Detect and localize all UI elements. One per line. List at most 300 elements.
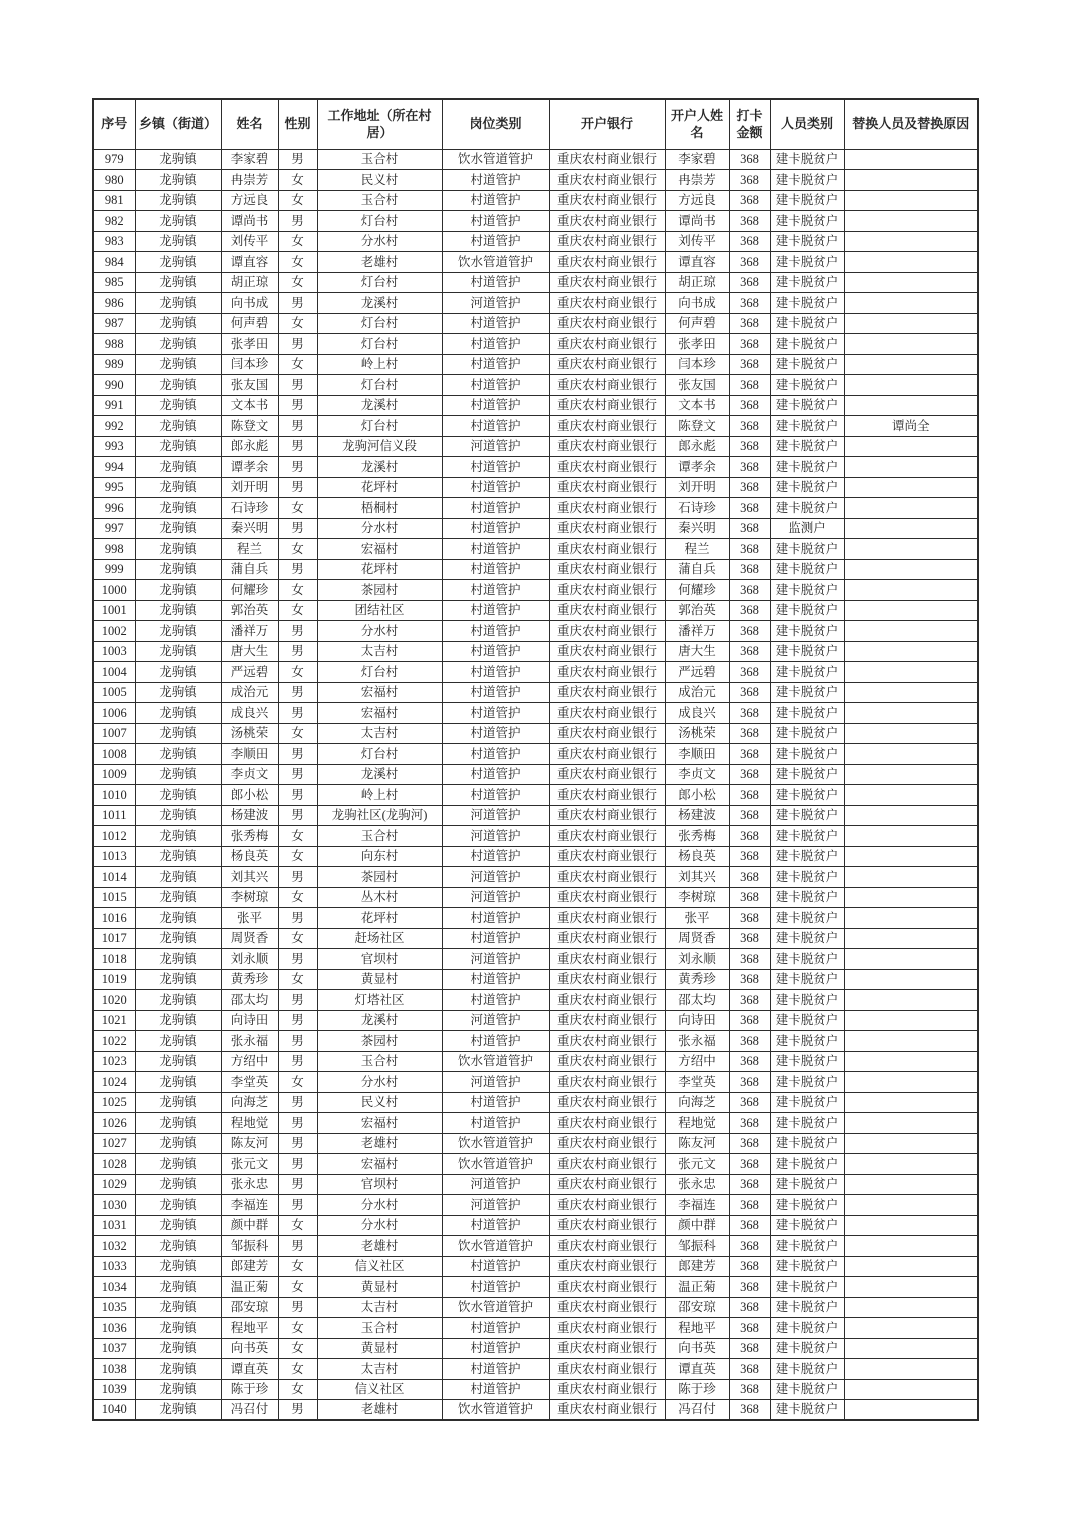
cell-bank: 重庆农村商业银行 <box>549 949 665 970</box>
cell-bank: 重庆农村商业银行 <box>549 1359 665 1380</box>
column-header-work-address: 工作地址（所在村居） <box>317 99 442 149</box>
cell-township: 龙驹镇 <box>135 1215 221 1236</box>
cell-replacement <box>844 703 978 724</box>
cell-amount: 368 <box>729 1318 770 1339</box>
table-row <box>93 313 978 334</box>
cell-gender: 男 <box>278 1113 317 1134</box>
cell-replacement <box>844 1338 978 1359</box>
cell-post-type: 村道管护 <box>442 272 549 293</box>
table-row <box>93 1277 978 1298</box>
table-row <box>93 990 978 1011</box>
cell-bank: 重庆农村商业银行 <box>549 1236 665 1257</box>
cell-person-category: 建卡脱贫户 <box>770 1072 844 1093</box>
cell-account-name: 杨良英 <box>665 846 729 867</box>
cell-township: 龙驹镇 <box>135 436 221 457</box>
cell-replacement <box>844 539 978 560</box>
cell-seq: 1028 <box>93 1154 135 1175</box>
cell-township: 龙驹镇 <box>135 1379 221 1400</box>
cell-post-type: 村道管护 <box>442 1379 549 1400</box>
cell-gender: 男 <box>278 1174 317 1195</box>
cell-gender: 女 <box>278 1277 317 1298</box>
cell-name: 成良兴 <box>221 703 278 724</box>
cell-person-category: 建卡脱贫户 <box>770 1010 844 1031</box>
cell-township: 龙驹镇 <box>135 170 221 191</box>
cell-gender: 男 <box>278 375 317 396</box>
cell-account-name: 潘祥万 <box>665 621 729 642</box>
table-row <box>93 1031 978 1052</box>
cell-gender: 男 <box>278 1236 317 1257</box>
cell-seq: 1009 <box>93 764 135 785</box>
cell-post-type: 河道管护 <box>442 887 549 908</box>
cell-replacement <box>844 334 978 355</box>
cell-gender: 男 <box>278 1010 317 1031</box>
table-row <box>93 723 978 744</box>
cell-name: 方绍中 <box>221 1051 278 1072</box>
cell-bank: 重庆农村商业银行 <box>549 272 665 293</box>
cell-account-name: 郎永彪 <box>665 436 729 457</box>
cell-bank: 重庆农村商业银行 <box>549 662 665 683</box>
cell-seq: 1037 <box>93 1338 135 1359</box>
cell-gender: 男 <box>278 149 317 170</box>
cell-township: 龙驹镇 <box>135 846 221 867</box>
cell-post-type: 村道管护 <box>442 744 549 765</box>
cell-post-type: 河道管护 <box>442 1072 549 1093</box>
cell-township: 龙驹镇 <box>135 149 221 170</box>
table-row <box>93 703 978 724</box>
cell-bank: 重庆农村商业银行 <box>549 252 665 273</box>
cell-township: 龙驹镇 <box>135 518 221 539</box>
cell-township: 龙驹镇 <box>135 1092 221 1113</box>
cell-replacement <box>844 498 978 519</box>
cell-replacement <box>844 1010 978 1031</box>
cell-post-type: 村道管护 <box>442 580 549 601</box>
cell-seq: 1036 <box>93 1318 135 1339</box>
cell-post-type: 村道管护 <box>442 457 549 478</box>
cell-post-type: 村道管护 <box>442 313 549 334</box>
cell-account-name: 温正菊 <box>665 1277 729 1298</box>
cell-person-category: 建卡脱贫户 <box>770 477 844 498</box>
cell-replacement <box>844 1318 978 1339</box>
cell-person-category: 建卡脱贫户 <box>770 908 844 929</box>
cell-seq: 1031 <box>93 1215 135 1236</box>
column-header-township: 乡镇（街道） <box>135 99 221 149</box>
cell-replacement <box>844 436 978 457</box>
cell-post-type: 河道管护 <box>442 867 549 888</box>
cell-township: 龙驹镇 <box>135 785 221 806</box>
cell-seq: 988 <box>93 334 135 355</box>
cell-township: 龙驹镇 <box>135 867 221 888</box>
cell-post-type: 村道管护 <box>442 600 549 621</box>
cell-amount: 368 <box>729 682 770 703</box>
cell-township: 龙驹镇 <box>135 1051 221 1072</box>
table-row <box>93 518 978 539</box>
cell-replacement <box>844 1174 978 1195</box>
cell-seq: 990 <box>93 375 135 396</box>
cell-person-category: 建卡脱贫户 <box>770 1256 844 1277</box>
cell-name: 严远碧 <box>221 662 278 683</box>
cell-township: 龙驹镇 <box>135 231 221 252</box>
cell-work-address: 玉合村 <box>317 190 442 211</box>
cell-amount: 368 <box>729 1277 770 1298</box>
cell-seq: 1040 <box>93 1400 135 1421</box>
cell-person-category: 建卡脱贫户 <box>770 354 844 375</box>
cell-seq: 1023 <box>93 1051 135 1072</box>
cell-person-category: 建卡脱贫户 <box>770 1092 844 1113</box>
cell-post-type: 村道管护 <box>442 416 549 437</box>
cell-person-category: 建卡脱贫户 <box>770 1338 844 1359</box>
cell-work-address: 官坝村 <box>317 1174 442 1195</box>
cell-amount: 368 <box>729 252 770 273</box>
cell-amount: 368 <box>729 190 770 211</box>
cell-account-name: 杨建波 <box>665 805 729 826</box>
cell-township: 龙驹镇 <box>135 190 221 211</box>
cell-gender: 男 <box>278 211 317 232</box>
cell-amount: 368 <box>729 908 770 929</box>
table-row <box>93 1092 978 1113</box>
cell-work-address: 老雄村 <box>317 252 442 273</box>
cell-account-name: 冯召付 <box>665 1400 729 1421</box>
cell-seq: 999 <box>93 559 135 580</box>
cell-gender: 女 <box>278 600 317 621</box>
cell-amount: 368 <box>729 1215 770 1236</box>
cell-person-category: 建卡脱贫户 <box>770 395 844 416</box>
cell-seq: 994 <box>93 457 135 478</box>
cell-account-name: 向诗田 <box>665 1010 729 1031</box>
cell-bank: 重庆农村商业银行 <box>549 580 665 601</box>
cell-post-type: 村道管护 <box>442 928 549 949</box>
cell-name: 程地平 <box>221 1318 278 1339</box>
cell-amount: 368 <box>729 1236 770 1257</box>
cell-seq: 996 <box>93 498 135 519</box>
cell-bank: 重庆农村商业银行 <box>549 1051 665 1072</box>
cell-seq: 1003 <box>93 641 135 662</box>
cell-work-address: 玉合村 <box>317 826 442 847</box>
cell-gender: 男 <box>278 334 317 355</box>
table-row <box>93 1133 978 1154</box>
cell-seq: 979 <box>93 149 135 170</box>
cell-bank: 重庆农村商业银行 <box>549 1297 665 1318</box>
cell-work-address: 岭上村 <box>317 785 442 806</box>
cell-township: 龙驹镇 <box>135 744 221 765</box>
cell-work-address: 宏福村 <box>317 703 442 724</box>
cell-gender: 男 <box>278 1195 317 1216</box>
cell-post-type: 饮水管道管护 <box>442 149 549 170</box>
cell-replacement <box>844 170 978 191</box>
cell-person-category: 监测户 <box>770 518 844 539</box>
column-header-post-type: 岗位类别 <box>442 99 549 149</box>
cell-replacement <box>844 293 978 314</box>
cell-work-address: 黄显村 <box>317 1338 442 1359</box>
cell-account-name: 陈友河 <box>665 1133 729 1154</box>
cell-name: 邹振科 <box>221 1236 278 1257</box>
table-row <box>93 1072 978 1093</box>
cell-bank: 重庆农村商业银行 <box>549 375 665 396</box>
cell-seq: 997 <box>93 518 135 539</box>
cell-amount: 368 <box>729 313 770 334</box>
cell-seq: 984 <box>93 252 135 273</box>
cell-work-address: 太吉村 <box>317 1297 442 1318</box>
cell-name: 温正菊 <box>221 1277 278 1298</box>
cell-gender: 男 <box>278 416 317 437</box>
cell-seq: 1022 <box>93 1031 135 1052</box>
cell-amount: 368 <box>729 1256 770 1277</box>
cell-gender: 男 <box>278 1133 317 1154</box>
cell-post-type: 村道管护 <box>442 375 549 396</box>
cell-account-name: 张孝田 <box>665 334 729 355</box>
cell-replacement <box>844 723 978 744</box>
cell-name: 张友国 <box>221 375 278 396</box>
cell-gender: 男 <box>278 518 317 539</box>
cell-amount: 368 <box>729 272 770 293</box>
cell-post-type: 村道管护 <box>442 498 549 519</box>
table-header-row <box>93 99 978 149</box>
table-row <box>93 149 978 170</box>
cell-amount: 368 <box>729 498 770 519</box>
cell-amount: 368 <box>729 867 770 888</box>
cell-amount: 368 <box>729 744 770 765</box>
cell-township: 龙驹镇 <box>135 1277 221 1298</box>
cell-bank: 重庆农村商业银行 <box>549 867 665 888</box>
cell-replacement <box>844 908 978 929</box>
table-row <box>93 375 978 396</box>
cell-work-address: 茶园村 <box>317 1031 442 1052</box>
cell-bank: 重庆农村商业银行 <box>549 190 665 211</box>
cell-gender: 女 <box>278 1256 317 1277</box>
cell-post-type: 饮水管道管护 <box>442 1154 549 1175</box>
cell-name: 颜中群 <box>221 1215 278 1236</box>
cell-name: 郎永彪 <box>221 436 278 457</box>
cell-replacement <box>844 1051 978 1072</box>
cell-bank: 重庆农村商业银行 <box>549 600 665 621</box>
cell-seq: 1018 <box>93 949 135 970</box>
cell-seq: 989 <box>93 354 135 375</box>
table-row <box>93 1113 978 1134</box>
cell-person-category: 建卡脱贫户 <box>770 1236 844 1257</box>
table-row <box>93 190 978 211</box>
table-row <box>93 621 978 642</box>
cell-account-name: 张永忠 <box>665 1174 729 1195</box>
cell-post-type: 村道管护 <box>442 539 549 560</box>
cell-work-address: 灯台村 <box>317 662 442 683</box>
cell-account-name: 蒲自兵 <box>665 559 729 580</box>
cell-person-category: 建卡脱贫户 <box>770 1113 844 1134</box>
table-row <box>93 498 978 519</box>
cell-work-address: 太吉村 <box>317 641 442 662</box>
cell-replacement <box>844 846 978 867</box>
cell-account-name: 李贞文 <box>665 764 729 785</box>
cell-bank: 重庆农村商业银行 <box>549 354 665 375</box>
cell-township: 龙驹镇 <box>135 990 221 1011</box>
cell-replacement <box>844 190 978 211</box>
cell-person-category: 建卡脱贫户 <box>770 1400 844 1421</box>
cell-replacement <box>844 457 978 478</box>
cell-gender: 男 <box>278 1154 317 1175</box>
cell-amount: 368 <box>729 723 770 744</box>
cell-work-address: 龙溪村 <box>317 293 442 314</box>
cell-person-category: 建卡脱贫户 <box>770 1195 844 1216</box>
cell-account-name: 胡正琼 <box>665 272 729 293</box>
cell-person-category: 建卡脱贫户 <box>770 1297 844 1318</box>
cell-amount: 368 <box>729 990 770 1011</box>
cell-amount: 368 <box>729 1400 770 1421</box>
cell-township: 龙驹镇 <box>135 969 221 990</box>
cell-bank: 重庆农村商业银行 <box>549 908 665 929</box>
cell-post-type: 村道管护 <box>442 908 549 929</box>
cell-person-category: 建卡脱贫户 <box>770 621 844 642</box>
cell-work-address: 灯台村 <box>317 334 442 355</box>
cell-township: 龙驹镇 <box>135 887 221 908</box>
cell-account-name: 刘其兴 <box>665 867 729 888</box>
cell-replacement <box>844 559 978 580</box>
cell-post-type: 饮水管道管护 <box>442 1400 549 1421</box>
table-row <box>93 252 978 273</box>
cell-gender: 女 <box>278 887 317 908</box>
cell-post-type: 村道管护 <box>442 1256 549 1277</box>
cell-name: 杨良英 <box>221 846 278 867</box>
cell-replacement <box>844 313 978 334</box>
cell-post-type: 饮水管道管护 <box>442 1051 549 1072</box>
cell-person-category: 建卡脱贫户 <box>770 949 844 970</box>
cell-replacement <box>844 1133 978 1154</box>
cell-gender: 女 <box>278 190 317 211</box>
cell-gender: 男 <box>278 293 317 314</box>
cell-seq: 1020 <box>93 990 135 1011</box>
cell-seq: 1038 <box>93 1359 135 1380</box>
cell-township: 龙驹镇 <box>135 928 221 949</box>
cell-person-category: 建卡脱贫户 <box>770 928 844 949</box>
cell-seq: 1032 <box>93 1236 135 1257</box>
cell-person-category: 建卡脱贫户 <box>770 498 844 519</box>
cell-person-category: 建卡脱贫户 <box>770 1031 844 1052</box>
cell-name: 谭尚书 <box>221 211 278 232</box>
cell-township: 龙驹镇 <box>135 764 221 785</box>
cell-work-address: 玉合村 <box>317 1318 442 1339</box>
cell-work-address: 分水村 <box>317 1072 442 1093</box>
cell-account-name: 张秀梅 <box>665 826 729 847</box>
cell-amount: 368 <box>729 805 770 826</box>
cell-township: 龙驹镇 <box>135 272 221 293</box>
cell-bank: 重庆农村商业银行 <box>549 641 665 662</box>
cell-bank: 重庆农村商业银行 <box>549 887 665 908</box>
cell-township: 龙驹镇 <box>135 375 221 396</box>
cell-gender: 女 <box>278 969 317 990</box>
table-row <box>93 1297 978 1318</box>
cell-account-name: 陈登文 <box>665 416 729 437</box>
cell-account-name: 程兰 <box>665 539 729 560</box>
cell-bank: 重庆农村商业银行 <box>549 539 665 560</box>
table-row <box>93 846 978 867</box>
cell-name: 黄秀珍 <box>221 969 278 990</box>
cell-gender: 男 <box>278 949 317 970</box>
cell-account-name: 邹振科 <box>665 1236 729 1257</box>
cell-person-category: 建卡脱贫户 <box>770 826 844 847</box>
cell-seq: 1005 <box>93 682 135 703</box>
cell-gender: 男 <box>278 477 317 498</box>
cell-seq: 1039 <box>93 1379 135 1400</box>
cell-amount: 368 <box>729 1359 770 1380</box>
cell-replacement <box>844 252 978 273</box>
cell-gender: 男 <box>278 457 317 478</box>
cell-person-category: 建卡脱贫户 <box>770 764 844 785</box>
cell-amount: 368 <box>729 559 770 580</box>
cell-township: 龙驹镇 <box>135 416 221 437</box>
cell-seq: 987 <box>93 313 135 334</box>
cell-township: 龙驹镇 <box>135 1154 221 1175</box>
table-row <box>93 1010 978 1031</box>
cell-bank: 重庆农村商业银行 <box>549 1010 665 1031</box>
cell-work-address: 官坝村 <box>317 949 442 970</box>
cell-bank: 重庆农村商业银行 <box>549 149 665 170</box>
cell-person-category: 建卡脱贫户 <box>770 1051 844 1072</box>
cell-person-category: 建卡脱贫户 <box>770 1359 844 1380</box>
cell-account-name: 李顺田 <box>665 744 729 765</box>
cell-township: 龙驹镇 <box>135 539 221 560</box>
cell-work-address: 黄显村 <box>317 969 442 990</box>
cell-bank: 重庆农村商业银行 <box>549 723 665 744</box>
cell-work-address: 宏福村 <box>317 1113 442 1134</box>
table-row <box>93 744 978 765</box>
cell-seq: 1029 <box>93 1174 135 1195</box>
cell-bank: 重庆农村商业银行 <box>549 1031 665 1052</box>
cell-name: 刘传平 <box>221 231 278 252</box>
cell-replacement <box>844 1256 978 1277</box>
cell-seq: 1034 <box>93 1277 135 1298</box>
table-row <box>93 805 978 826</box>
cell-name: 程兰 <box>221 539 278 560</box>
table-row <box>93 395 978 416</box>
cell-name: 文本书 <box>221 395 278 416</box>
cell-name: 李家碧 <box>221 149 278 170</box>
cell-bank: 重庆农村商业银行 <box>549 744 665 765</box>
table-row <box>93 272 978 293</box>
column-header-seq: 序号 <box>93 99 135 149</box>
cell-name: 郎小松 <box>221 785 278 806</box>
cell-post-type: 村道管护 <box>442 1338 549 1359</box>
cell-amount: 368 <box>729 354 770 375</box>
cell-post-type: 村道管护 <box>442 641 549 662</box>
cell-person-category: 建卡脱贫户 <box>770 846 844 867</box>
cell-gender: 男 <box>278 744 317 765</box>
cell-township: 龙驹镇 <box>135 580 221 601</box>
cell-person-category: 建卡脱贫户 <box>770 887 844 908</box>
column-header-amount: 打卡金额 <box>729 99 770 149</box>
cell-account-name: 李福连 <box>665 1195 729 1216</box>
cell-replacement <box>844 621 978 642</box>
cell-work-address: 丛木村 <box>317 887 442 908</box>
column-header-name: 姓名 <box>221 99 278 149</box>
column-header-replacement: 替换人员及替换原因 <box>844 99 978 149</box>
cell-gender: 男 <box>278 805 317 826</box>
cell-work-address: 分水村 <box>317 231 442 252</box>
cell-post-type: 村道管护 <box>442 969 549 990</box>
cell-gender: 男 <box>278 1092 317 1113</box>
cell-name: 刘其兴 <box>221 867 278 888</box>
cell-account-name: 何声碧 <box>665 313 729 334</box>
table-row <box>93 231 978 252</box>
cell-replacement <box>844 867 978 888</box>
cell-account-name: 李家碧 <box>665 149 729 170</box>
cell-gender: 男 <box>278 1400 317 1421</box>
cell-amount: 368 <box>729 621 770 642</box>
cell-work-address: 龙驹河信义段 <box>317 436 442 457</box>
cell-name: 何声碧 <box>221 313 278 334</box>
cell-gender: 男 <box>278 785 317 806</box>
cell-name: 闫本珍 <box>221 354 278 375</box>
cell-seq: 983 <box>93 231 135 252</box>
cell-township: 龙驹镇 <box>135 1174 221 1195</box>
cell-post-type: 村道管护 <box>442 1359 549 1380</box>
table-row <box>93 580 978 601</box>
